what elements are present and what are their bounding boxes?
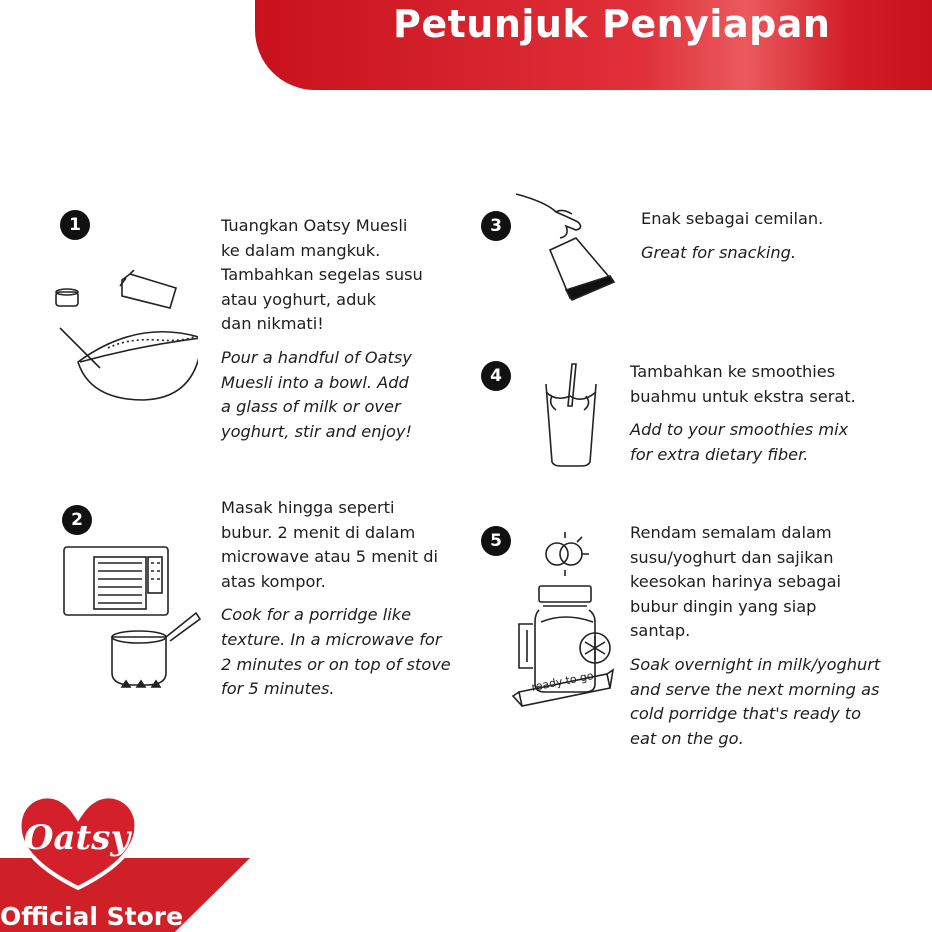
step-1-english: Pour a handful of Oatsy Muesli into a bowl. Add a glass of milk or over yoghurt, stir and enjoy! [221,347,412,441]
bowl-milk-icon [48,270,198,410]
step-3-indonesian: Enak sebagai cemilan. [641,209,824,228]
ready-to-go-badge: ready to go [530,669,595,694]
step-4-indonesian: Tambahkan ke smoothies buahmu untuk ekstra serat. [630,362,856,406]
step-5-indonesian: Rendam semalam dalam susu/yoghurt dan sajikan keesokan harinya sebagai bubur dingin yang siap santap. [630,523,841,641]
step-4-english: Add to your smoothies mix for extra dietary fiber. [630,420,849,464]
step-4-text [630,360,856,467]
step-2-text [221,496,451,702]
smoothie-glass-icon [540,360,600,470]
step-number-4: 4 [481,361,511,391]
step-3-text [641,207,823,265]
hand-cup-icon [510,190,620,310]
step-5-text [630,521,880,751]
step-3-english: Great for snacking. [641,242,797,262]
microwave-pot-icon [62,545,212,690]
step-1-indonesian: Tuangkan Oatsy Muesli ke dalam mangkuk. Tambahkan segelas susu atau yoghurt, aduk dan nikmati! [221,216,423,334]
step-1-text [221,214,423,444]
official-store-label: Official Store [0,902,184,931]
step-2-english: Cook for a porridge like texture. In a microwave for 2 minutes or on top of stove for 5 minutes. [221,605,451,699]
step-5-english: Soak overnight in milk/yoghurt and serve the next morning as cold porridge that's ready to eat on the go. [630,654,881,748]
step-number-2: 2 [62,505,92,535]
step-number-1: 1 [60,210,90,240]
step-number-3: 3 [481,211,511,241]
logo-text: Oatsy [23,818,131,858]
jar-icon [505,530,625,715]
page-title: Petunjuk Penyiapan [393,2,831,46]
step-2-indonesian: Masak hingga seperti bubur. 2 menit di dalam microwave atau 5 menit di atas kompor. [221,498,438,591]
step-number-5: 5 [481,526,511,556]
